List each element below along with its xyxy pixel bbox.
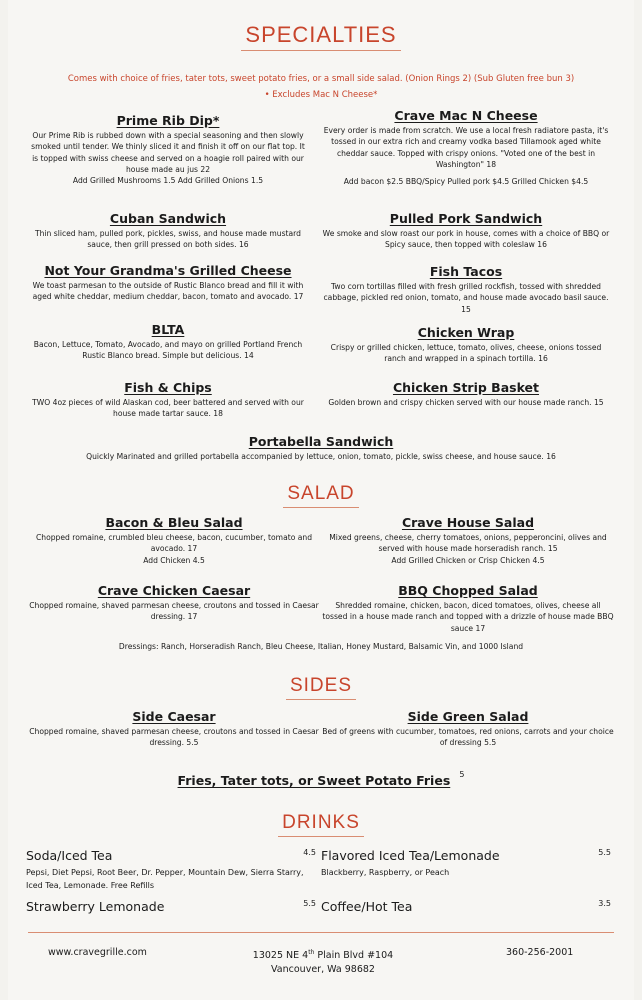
salad-title: SALAD bbox=[8, 483, 634, 508]
item-description: We toast parmesan to the outside of Rustic Blanco bread and fill it with aged white cheddar, medium cheddar, bacon, tomato and avocado. 17 bbox=[32, 281, 304, 302]
menu-item-chicken-wrap bbox=[320, 325, 612, 365]
item-name: Bacon & Bleu Salad bbox=[105, 515, 243, 530]
address: 13025 NE 4th Plain Blvd #104 Vancouver, Wa 98682 bbox=[208, 946, 438, 977]
item-name: Fries, Tater tots, or Sweet Potato Fries bbox=[177, 773, 451, 788]
item-name: Chicken Strip Basket bbox=[392, 380, 540, 395]
website-link[interactable]: www.cravegrille.com bbox=[48, 947, 147, 958]
drink-description: Pepsi, Diet Pepsi, Root Beer, Dr. Pepper, Mountain Dew, Sierra Starry, Iced Tea, Lemonade. Free Refills bbox=[26, 868, 304, 890]
item-name: Chicken Wrap bbox=[417, 325, 515, 340]
item-description: Bacon, Lettuce, Tomato, Avocado, and mayo on grilled Portland French Rustic Blanco bread. Simple but delicious. 14 bbox=[33, 340, 303, 361]
item-name: Crave Mac N Cheese bbox=[394, 108, 538, 123]
drink-description: Blackberry, Raspberry, or Peach bbox=[321, 868, 450, 877]
item-name: BLTA bbox=[151, 322, 185, 337]
drink-name: Flavored Iced Tea/Lemonade bbox=[321, 848, 500, 863]
specialties-note: Comes with choice of fries, tater tots, sweet potato fries, or a small side salad. (Onion Rings 2) (Sub Gluten free bun 3) bbox=[67, 74, 575, 84]
item-description: We smoke and slow roast our pork in house, comes with a choice of BBQ or Spicy sauce, then topped with coleslaw 16 bbox=[322, 229, 610, 250]
item-description: Chopped romaine, crumbled bleu cheese, bacon, cucumber, tomato and avocado. 17 bbox=[35, 533, 313, 554]
city: Vancouver, Wa 98682 bbox=[271, 964, 375, 976]
item-name: Portabella Sandwich bbox=[248, 434, 394, 449]
drink-price: 5.5 bbox=[303, 899, 316, 908]
drink-price: 4.5 bbox=[303, 848, 316, 857]
specialties-title: SPECIALTIES bbox=[8, 22, 634, 51]
drink-name: Coffee/Hot Tea bbox=[321, 899, 413, 914]
menu-item-prime-rib-dip bbox=[28, 113, 308, 186]
menu-item-fries bbox=[28, 770, 614, 789]
menu-item-fish-and-chips bbox=[28, 380, 308, 420]
item-name: Side Green Salad bbox=[407, 709, 529, 724]
drink-price: 5.5 bbox=[598, 848, 611, 857]
menu-item-pulled-pork-sandwich bbox=[320, 211, 612, 251]
item-description: Mixed greens, cheese, cherry tomatoes, onions, pepperoncini, olives and served with house made horseradish ranch. 15 bbox=[329, 533, 607, 554]
item-name: Side Caesar bbox=[132, 709, 216, 724]
menu-item-crave-mac-n-cheese bbox=[320, 108, 612, 187]
drink-strawberry-lemonade bbox=[26, 899, 316, 914]
item-addons: Add bacon $2.5 BBQ/Spicy Pulled pork $4.5 Grilled Chicken $4.5 bbox=[343, 177, 589, 187]
item-description: Quickly Marinated and grilled portabella accompanied by lettuce, onion, tomato, pickle, swiss cheese, and house sauce. 16 bbox=[86, 452, 556, 461]
item-name: Not Your Grandma's Grilled Cheese bbox=[44, 263, 292, 278]
drink-price: 3.5 bbox=[598, 899, 611, 908]
menu-item-blta bbox=[28, 322, 308, 362]
item-description: Our Prime Rib is rubbed down with a special seasoning and then slowly smoked until tender. We thinly sliced it and finish it off on our flat top. It is topped with swiss cheese and served on a hoagie roll paired with our house made au jus 22 bbox=[31, 131, 305, 174]
item-name: Crave House Salad bbox=[401, 515, 535, 530]
item-description: Every order is made from scratch. We use a local fresh radiatore pasta, it's tossed in our extra rich and creamy vodka based Tillamook aged white cheddar sauce. Topped with crispy onions. "Voted one of the best in Washington" 18 bbox=[323, 126, 609, 169]
menu-item-bacon-bleu-salad bbox=[28, 515, 320, 566]
item-description: Thin sliced ham, pulled pork, pickles, swiss, and house made mustard sauce, then grill pressed on both sides. 16 bbox=[35, 229, 301, 250]
specialties-exclusion-note: • Excludes Mac N Cheese* bbox=[264, 90, 378, 100]
drink-name: Strawberry Lemonade bbox=[26, 899, 165, 914]
item-addons: Add Chicken 4.5 bbox=[143, 555, 205, 565]
item-name: Crave Chicken Caesar bbox=[97, 583, 251, 598]
item-description: TWO 4oz pieces of wild Alaskan cod, beer battered and served with our house made tartar sauce. 18 bbox=[32, 398, 304, 419]
drink-coffee-hot-tea bbox=[321, 899, 611, 914]
drink-soda-iced-tea bbox=[26, 848, 316, 892]
menu-item-side-caesar bbox=[28, 709, 320, 749]
menu-item-portabella-sandwich bbox=[28, 434, 614, 462]
phone-number[interactable]: 360-256-2001 bbox=[506, 947, 574, 958]
item-name: BBQ Chopped Salad bbox=[398, 583, 538, 598]
item-description: Crispy or grilled chicken, lettuce, tomato, olives, cheese, onions tossed ranch and wrapped in a spinach tortilla. 16 bbox=[330, 343, 602, 364]
item-name: Pulled Pork Sandwich bbox=[389, 211, 543, 226]
menu-item-grilled-cheese bbox=[28, 263, 308, 303]
item-name: Fish & Chips bbox=[124, 380, 212, 395]
item-name: Cuban Sandwich bbox=[109, 211, 227, 226]
sides-title: SIDES bbox=[8, 675, 634, 700]
menu-item-crave-chicken-caesar bbox=[28, 583, 320, 623]
item-description: Chopped romaine, shaved parmesan cheese, croutons and tossed in Caesar dressing. 17 bbox=[29, 601, 319, 622]
item-addons: Add Grilled Mushrooms 1.5 Add Grilled Onions 1.5 bbox=[72, 176, 264, 186]
menu-page bbox=[8, 0, 634, 1000]
menu-item-cuban-sandwich bbox=[28, 211, 308, 251]
menu-item-chicken-strip-basket bbox=[320, 380, 612, 408]
drink-flavored-iced-tea bbox=[321, 848, 611, 879]
menu-item-crave-house-salad bbox=[322, 515, 614, 566]
item-name: Fish Tacos bbox=[429, 264, 503, 279]
salad-dressings: Dressings: Ranch, Horseradish Ranch, Bleu Cheese, Italian, Honey Mustard, Balsamic Vin, and 1000 Island bbox=[118, 642, 524, 651]
item-description: Two corn tortillas filled with fresh grilled rockfish, tossed with shredded cabbage, pickled red onion, tomato, and house made avocado basil sauce. 15 bbox=[323, 282, 609, 314]
item-description: Golden brown and crispy chicken served with our house made ranch. 15 bbox=[328, 398, 604, 407]
footer-divider bbox=[28, 932, 614, 933]
item-description: Bed of greens with cucumber, tomatoes, red onions, carrots and your choice of dressing 5.5 bbox=[322, 727, 614, 748]
item-price: 5 bbox=[459, 770, 465, 779]
menu-item-side-green-salad bbox=[322, 709, 614, 749]
item-name: Prime Rib Dip* bbox=[116, 113, 220, 128]
item-description: Chopped romaine, shaved parmesan cheese, croutons and tossed in Caesar dressing. 5.5 bbox=[29, 727, 319, 748]
item-addons: Add Grilled Chicken or Crisp Chicken 4.5 bbox=[391, 555, 545, 565]
drink-name: Soda/Iced Tea bbox=[26, 848, 113, 863]
drinks-title: DRINKS bbox=[8, 812, 634, 837]
menu-item-fish-tacos bbox=[320, 264, 612, 315]
menu-item-bbq-chopped-salad bbox=[322, 583, 614, 634]
item-description: Shredded romaine, chicken, bacon, diced tomatoes, olives, cheese all tossed in a house made ranch and topped with a drizzle of house made BBQ sauce 17 bbox=[322, 601, 614, 633]
